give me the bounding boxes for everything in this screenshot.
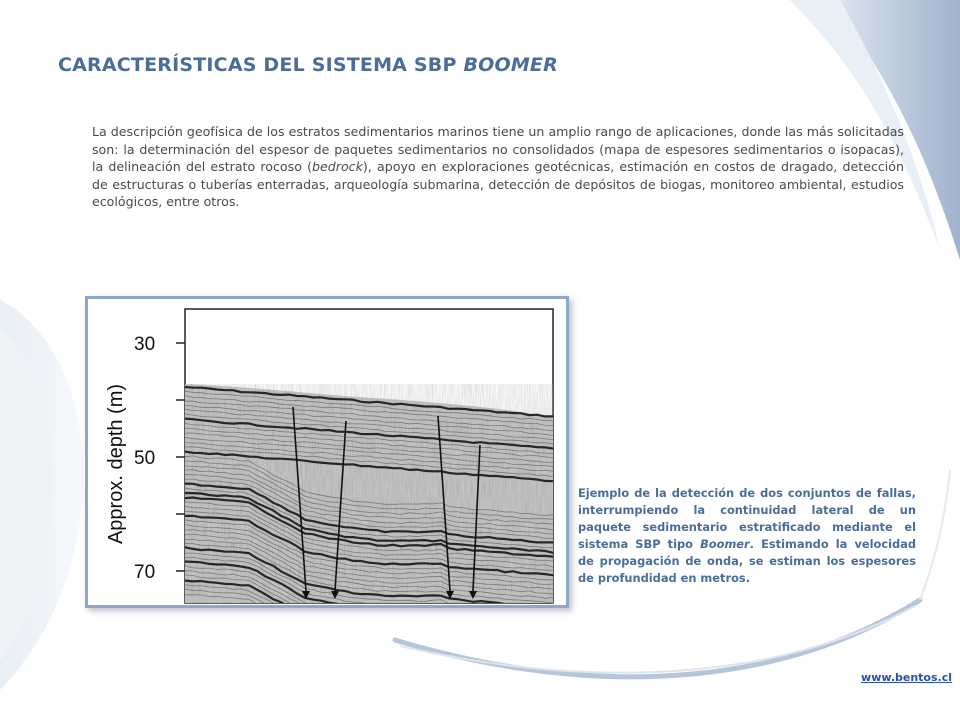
intro-text-part1: La descripción geofísica de los estratos sedimentarios marinos tiene un amplio rango de aplicaciones, donde las más solicitadas son: la determinación del espesor de paquetes sedimentarios no consolidados (mapa de espesores sedimentarios o isopacas), la delineación del estrato rocoso (	[92, 124, 904, 175]
page-title-main: CARACTERÍSTICAS DEL SISTEMA SBP	[58, 54, 457, 76]
seismic-profile-image	[88, 299, 566, 605]
page-title-italic: BOOMER	[463, 54, 558, 76]
depth-tick-label: 30	[134, 334, 156, 355]
y-axis-label: Approx. depth (m)	[105, 383, 127, 545]
intro-text-part2: ), apoyo en exploraciones geotécnicas, estimación en costos de dragado, detección de estructuras o tuberías enterradas, arqueología submarina, detección de depósitos de biogas, monitoreo ambiental, estudios ecológicos, entre otros.	[92, 159, 904, 210]
caption-text-part2: . Estimando la velocidad de propagación de onda, se estiman los espesores de profundidad en metros.	[578, 537, 917, 586]
seismic-profile-figure	[85, 296, 569, 608]
page-title	[58, 54, 558, 76]
caption-text-italic: Boomer	[700, 537, 750, 552]
intro-paragraph	[92, 123, 904, 211]
depth-tick-label: 70	[134, 562, 156, 583]
figure-caption	[578, 485, 916, 588]
depth-tick-label: 50	[134, 448, 156, 469]
caption-text-part1: Ejemplo de la detección de dos conjuntos de fallas, interrumpiendo la continuidad lateral de un paquete sedimentario estratificado mediante el sistema SBP tipo	[578, 486, 916, 552]
website-link[interactable]: www.bentos.cl	[861, 671, 952, 684]
intro-text-italic: bedrock	[312, 159, 363, 175]
